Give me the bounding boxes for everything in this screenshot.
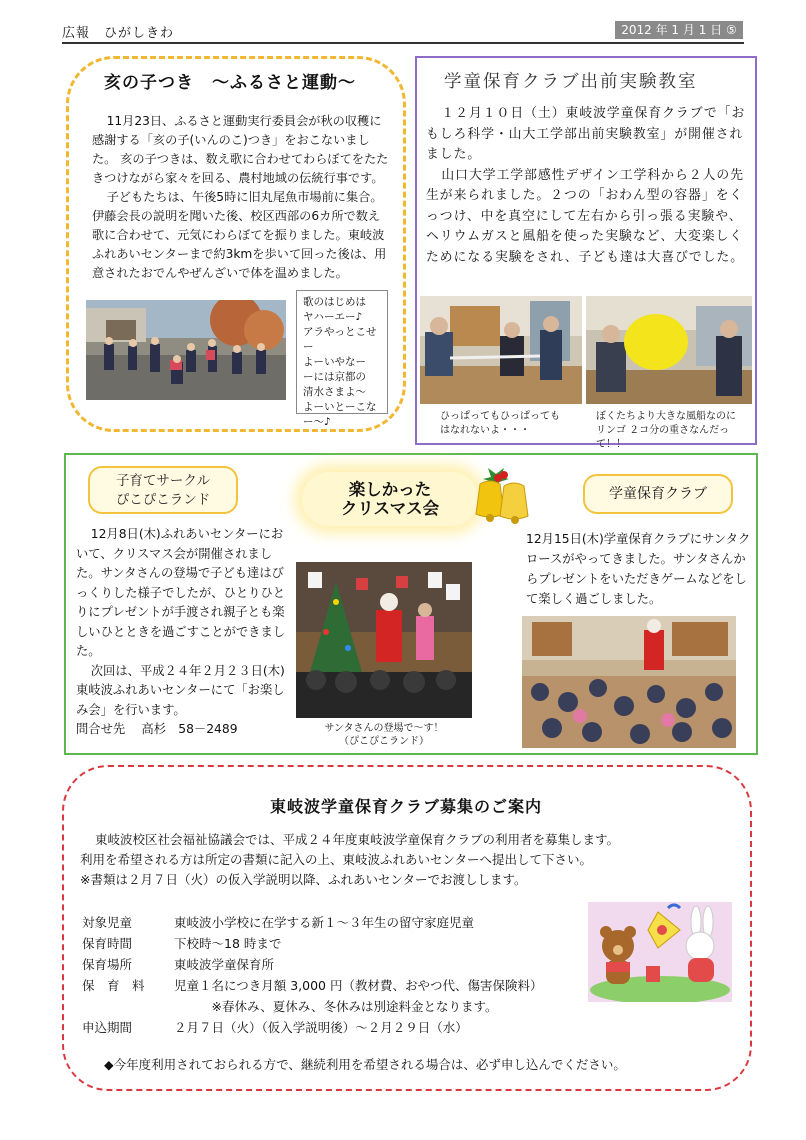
song-lyrics-box bbox=[296, 290, 388, 428]
detail-row-period bbox=[82, 1017, 602, 1038]
lyric-line: 清水さまよ～ bbox=[303, 386, 366, 398]
lab-body bbox=[426, 104, 748, 268]
recruit-intro-line: 利用を希望される方は所定の書類に記入の上、東岐波ふれあいセンターへ提出して下さい。 bbox=[80, 852, 593, 867]
recruit-intro-line: 東岐波校区社会福祉協議会では、平成２４年度東岐波学童保育クラブの利用者を募集します。 bbox=[95, 832, 620, 847]
recruit-intro-line: ※書類は２月７日（火）の仮入学説明以降、ふれあいセンターでお渡しします。 bbox=[80, 872, 527, 887]
lyric-line: ーには京都の bbox=[303, 371, 366, 383]
club-santa-photo bbox=[522, 616, 736, 748]
christmas-para-1: 12月8日(木)ふれあいセンターにおいて、クリスマス会が開催されました。サンタさんの登場で子ども達はびっくりした様子でしたが、ひとりひとりにプレゼントが手渡され親子とも楽しいひとときを過ごすことができました。 bbox=[76, 527, 286, 658]
caption-line: （ぴこぴこランド） bbox=[339, 736, 429, 747]
caption-line: ぼくたちより大きな風船なのに bbox=[596, 411, 736, 422]
inoko-body bbox=[92, 112, 392, 283]
recruit-title: 東岐波学童保育クラブ募集のご案内 bbox=[269, 797, 542, 816]
detail-row-target bbox=[82, 912, 602, 933]
detail-label: 保育時間 bbox=[82, 936, 133, 951]
recruit-intro bbox=[80, 830, 740, 890]
lyric-line: アラやっとこせー bbox=[303, 326, 377, 353]
lyric-line: よーいとーこな bbox=[303, 401, 377, 413]
lab-photo-balloon bbox=[586, 296, 752, 404]
christmas-title-line: 楽しかった bbox=[348, 480, 432, 499]
circle-tag-line: ぴこぴこランド bbox=[115, 492, 211, 508]
recruit-footer-note: ◆今年度利用されておられる方で、継続利用を希望される場合は、必ず申し込んでください。 bbox=[104, 1057, 626, 1072]
detail-label: 対象児童 bbox=[82, 915, 133, 930]
detail-label: 保 育 料 bbox=[82, 978, 145, 993]
santa-photo-caption bbox=[296, 722, 472, 748]
detail-label: 保育場所 bbox=[82, 957, 133, 972]
recruit-details bbox=[82, 912, 602, 1038]
header-rule bbox=[62, 42, 744, 44]
detail-row-hours bbox=[82, 933, 602, 954]
club-christmas-body: 12月15日(木)学童保育クラブにサンタクロースがやってきました。サンタさんからプレゼントをいただきゲームなどをして楽しく過ごしました。 bbox=[526, 532, 751, 606]
caption-line: サンタさんの登場で～す！ bbox=[324, 723, 444, 734]
caption-line: リンゴ ２コ分の重さなんだって！！ bbox=[596, 425, 730, 450]
lab-title: 学童保育クラブ出前実験教室 bbox=[444, 72, 698, 92]
lab-photo-pulling bbox=[420, 296, 582, 404]
lyric-line: よーいやなー bbox=[303, 356, 366, 368]
christmas-title bbox=[302, 472, 478, 526]
inoko-para-1: 11月23日、ふるさと運動実行委員会が秋の収穫に感謝する「亥の子(いんのこ)つき」をおこないました。 亥の子つきは、数え歌に合わせてわらぼてをたたきつけながら家々を回る、農村地域の伝統行事です。 bbox=[92, 114, 389, 185]
detail-value: 東岐波小学校に在学する新１～３年生の留守家庭児童 bbox=[174, 915, 475, 930]
detail-row-fee-note bbox=[82, 996, 602, 1017]
lab-para-2: 山口大学工学部感性デザイン工学科から２人の先生が来られました。２つの「おわん型の容器」をくっつけ、中を真空にして左右から引っ張る実験や、ヘリウムガスと風船を使った実験など、大変楽しくためになる実験をされ、子ども達は大喜びでした。 bbox=[426, 167, 745, 265]
caption-line: ひっぱってもひっぱっても bbox=[440, 411, 560, 422]
publication-name: 広報 ひがしきわ bbox=[62, 26, 175, 41]
detail-value: ２月７日（火）（仮入学説明後）～２月２９日（水） bbox=[174, 1020, 468, 1035]
christmas-para-2: 次回は、平成２４年２月２３日(木)東岐波ふれあいセンターにて「お楽しみ会」を行います。 bbox=[76, 663, 285, 717]
lyric-line: ー～♪ bbox=[303, 416, 331, 428]
circle-tag-line: 子育てサークル bbox=[115, 473, 211, 489]
detail-label bbox=[82, 996, 174, 1017]
club-name-tag: 学童保育クラブ bbox=[583, 474, 733, 514]
detail-row-place bbox=[82, 954, 602, 975]
lyric-line: ヤハーエー♪ bbox=[303, 311, 363, 323]
detail-value: ※春休み、夏休み、冬休みは別途料金となります。 bbox=[174, 999, 498, 1014]
christmas-bells-icon bbox=[458, 460, 548, 530]
detail-value: 児童１名につき月額 3,000 円（教材費、おやつ代、傷害保険料） bbox=[174, 978, 543, 993]
detail-label: 申込期間 bbox=[82, 1020, 133, 1035]
inoko-photo bbox=[86, 300, 286, 400]
bear-rabbit-illustration bbox=[588, 902, 732, 1002]
lab-caption-right bbox=[596, 410, 756, 452]
caption-line: はなれないよ・・・ bbox=[440, 425, 530, 436]
lyric-line: 歌のはじめは bbox=[303, 296, 366, 308]
contact-line: 問合せ先 高杉 58－2489 bbox=[76, 722, 238, 736]
inoko-para-2: 子どもたちは、午後5時に旧丸尾魚市場前に集合。伊藤会長の説明を聞いた後、校区西部の6カ所で数え歌に合わせて、元気にわらぼてを振りました。東岐波ふれあいセンターまで約3kmを歩いて回った後は、用意されたおでんやぜんざいで体を温めました。 bbox=[92, 190, 387, 280]
issue-date: 2012 年 1 月 1 日 ⑤ bbox=[615, 21, 743, 39]
inoko-title: 亥の子つき ～ふるさと運動～ bbox=[104, 73, 356, 93]
christmas-left-body bbox=[76, 525, 292, 740]
circle-name-tag bbox=[88, 466, 238, 514]
christmas-title-line: クリスマス会 bbox=[340, 499, 440, 518]
santa-stage-photo bbox=[296, 562, 472, 718]
lab-caption-left bbox=[440, 410, 580, 438]
detail-value: 下校時～18 時まで bbox=[174, 936, 282, 951]
lab-para-1: １２月１０日（土）東岐波学童保育クラブで「おもしろ科学・山大工学部出前実験教室」が開催されました。 bbox=[426, 106, 746, 162]
detail-value: 東岐波学童保育所 bbox=[174, 957, 275, 972]
detail-row-fee bbox=[82, 975, 602, 996]
